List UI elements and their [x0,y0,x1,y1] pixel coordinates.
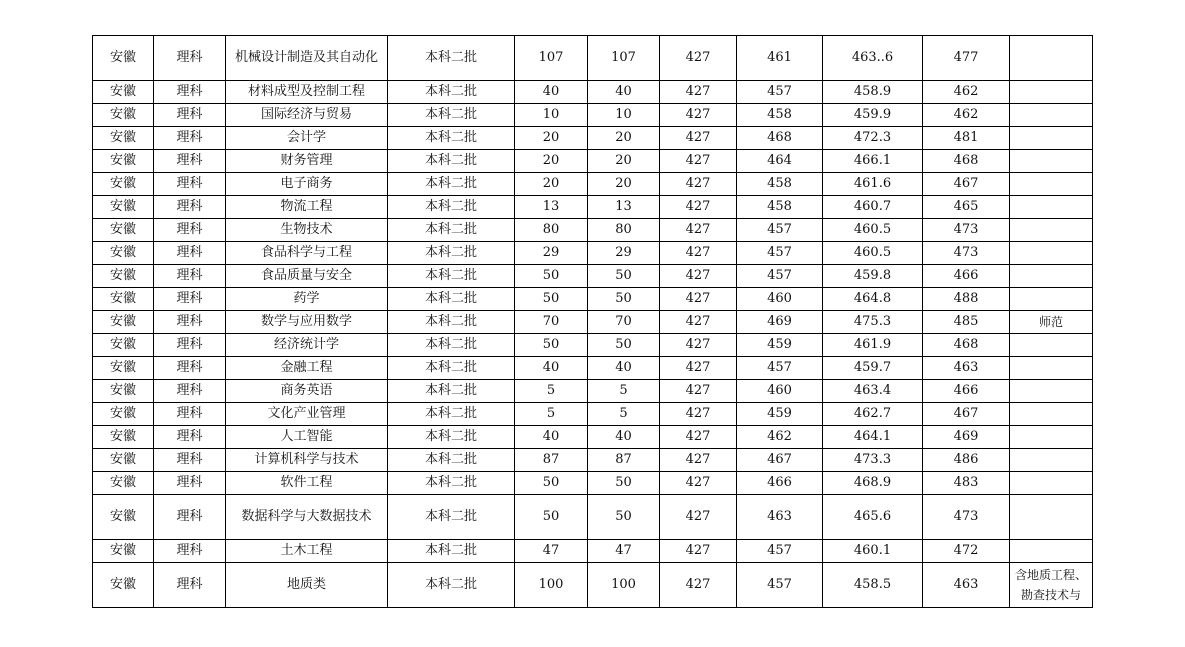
cell-category: 理科 [154,403,226,426]
cell-min-score: 457 [737,540,823,563]
cell-batch: 本科二批 [388,196,515,219]
cell-min-score: 458 [737,196,823,219]
cell-admitted: 50 [588,334,660,357]
cell-batch: 本科二批 [388,472,515,495]
cell-admitted: 50 [588,265,660,288]
cell-category: 理科 [154,540,226,563]
cell-control-line: 427 [660,472,737,495]
cell-category: 理科 [154,219,226,242]
cell-min-score: 459 [737,334,823,357]
cell-note [1010,426,1093,449]
cell-min-score: 466 [737,472,823,495]
cell-control-line: 427 [660,449,737,472]
cell-category: 理科 [154,173,226,196]
cell-admitted: 50 [588,472,660,495]
cell-control-line: 427 [660,540,737,563]
cell-max-score: 465 [923,196,1010,219]
cell-province: 安徽 [93,242,154,265]
cell-admitted: 5 [588,403,660,426]
cell-max-score: 477 [923,36,1010,81]
cell-avg-score: 461.6 [823,173,923,196]
cell-batch: 本科二批 [388,242,515,265]
cell-avg-score: 463.4 [823,380,923,403]
cell-plan: 50 [515,472,588,495]
cell-major: 软件工程 [226,472,388,495]
cell-batch: 本科二批 [388,104,515,127]
cell-batch: 本科二批 [388,334,515,357]
cell-batch: 本科二批 [388,540,515,563]
table-row [93,311,1093,334]
cell-category: 理科 [154,334,226,357]
cell-max-score: 473 [923,219,1010,242]
cell-batch: 本科二批 [388,563,515,608]
cell-avg-score: 475.3 [823,311,923,334]
cell-note [1010,36,1093,81]
cell-category: 理科 [154,242,226,265]
cell-max-score: 473 [923,495,1010,540]
cell-min-score: 463 [737,495,823,540]
cell-major: 数据科学与大数据技术 [226,495,388,540]
cell-plan: 50 [515,495,588,540]
cell-batch: 本科二批 [388,311,515,334]
cell-avg-score: 458.5 [823,563,923,608]
cell-batch: 本科二批 [388,288,515,311]
cell-avg-score: 463..6 [823,36,923,81]
cell-major: 会计学 [226,127,388,150]
cell-min-score: 459 [737,403,823,426]
cell-control-line: 427 [660,127,737,150]
cell-avg-score: 460.5 [823,219,923,242]
cell-major: 文化产业管理 [226,403,388,426]
cell-avg-score: 466.1 [823,150,923,173]
cell-min-score: 461 [737,36,823,81]
cell-control-line: 427 [660,173,737,196]
cell-province: 安徽 [93,426,154,449]
admission-scores-table [92,35,1093,608]
table-row [93,242,1093,265]
cell-major: 人工智能 [226,426,388,449]
cell-admitted: 70 [588,311,660,334]
cell-major: 食品质量与安全 [226,265,388,288]
cell-batch: 本科二批 [388,173,515,196]
cell-plan: 13 [515,196,588,219]
cell-min-score: 460 [737,288,823,311]
cell-category: 理科 [154,380,226,403]
cell-category: 理科 [154,104,226,127]
cell-admitted: 10 [588,104,660,127]
cell-admitted: 107 [588,36,660,81]
cell-min-score: 457 [737,265,823,288]
table-row [93,449,1093,472]
cell-max-score: 473 [923,242,1010,265]
cell-major: 金融工程 [226,357,388,380]
cell-max-score: 466 [923,265,1010,288]
cell-avg-score: 459.7 [823,357,923,380]
cell-avg-score: 473.3 [823,449,923,472]
cell-min-score: 468 [737,127,823,150]
cell-major: 生物技术 [226,219,388,242]
cell-plan: 20 [515,150,588,173]
cell-control-line: 427 [660,104,737,127]
cell-note [1010,150,1093,173]
cell-admitted: 20 [588,150,660,173]
cell-max-score: 466 [923,380,1010,403]
cell-batch: 本科二批 [388,150,515,173]
cell-max-score: 467 [923,173,1010,196]
cell-plan: 29 [515,242,588,265]
cell-plan: 70 [515,311,588,334]
cell-plan: 100 [515,563,588,608]
cell-control-line: 427 [660,219,737,242]
cell-province: 安徽 [93,563,154,608]
table-row [93,219,1093,242]
cell-batch: 本科二批 [388,81,515,104]
cell-category: 理科 [154,563,226,608]
cell-control-line: 427 [660,380,737,403]
cell-note [1010,380,1093,403]
table-row [93,403,1093,426]
cell-avg-score: 460.1 [823,540,923,563]
cell-plan: 20 [515,173,588,196]
cell-admitted: 80 [588,219,660,242]
table-row [93,196,1093,219]
cell-control-line: 427 [660,36,737,81]
cell-note [1010,104,1093,127]
cell-major: 计算机科学与技术 [226,449,388,472]
cell-admitted: 50 [588,495,660,540]
cell-plan: 87 [515,449,588,472]
cell-note [1010,265,1093,288]
cell-max-score: 481 [923,127,1010,150]
table-row [93,472,1093,495]
cell-province: 安徽 [93,196,154,219]
cell-avg-score: 458.9 [823,81,923,104]
table-row [93,173,1093,196]
cell-category: 理科 [154,472,226,495]
cell-province: 安徽 [93,104,154,127]
cell-plan: 50 [515,288,588,311]
cell-avg-score: 462.7 [823,403,923,426]
cell-avg-score: 465.6 [823,495,923,540]
cell-note [1010,288,1093,311]
table-row [93,380,1093,403]
cell-major: 材料成型及控制工程 [226,81,388,104]
cell-province: 安徽 [93,472,154,495]
cell-plan: 5 [515,403,588,426]
cell-control-line: 427 [660,357,737,380]
cell-avg-score: 472.3 [823,127,923,150]
cell-min-score: 462 [737,426,823,449]
cell-max-score: 488 [923,288,1010,311]
cell-max-score: 472 [923,540,1010,563]
cell-max-score: 486 [923,449,1010,472]
cell-control-line: 427 [660,288,737,311]
cell-max-score: 462 [923,104,1010,127]
cell-admitted: 100 [588,563,660,608]
cell-admitted: 29 [588,242,660,265]
cell-plan: 10 [515,104,588,127]
table-row [93,563,1093,608]
cell-major: 物流工程 [226,196,388,219]
cell-province: 安徽 [93,380,154,403]
cell-province: 安徽 [93,127,154,150]
cell-avg-score: 464.1 [823,426,923,449]
cell-admitted: 87 [588,449,660,472]
cell-major: 药学 [226,288,388,311]
cell-note [1010,449,1093,472]
cell-note [1010,540,1093,563]
cell-plan: 20 [515,127,588,150]
cell-control-line: 427 [660,265,737,288]
cell-category: 理科 [154,288,226,311]
cell-max-score: 467 [923,403,1010,426]
cell-major: 机械设计制造及其自动化 [226,36,388,81]
cell-plan: 107 [515,36,588,81]
cell-note [1010,219,1093,242]
cell-max-score: 485 [923,311,1010,334]
cell-note [1010,357,1093,380]
cell-control-line: 427 [660,403,737,426]
cell-note [1010,334,1093,357]
cell-plan: 50 [515,334,588,357]
cell-admitted: 40 [588,81,660,104]
cell-admitted: 13 [588,196,660,219]
table-row [93,127,1093,150]
cell-max-score: 462 [923,81,1010,104]
cell-plan: 80 [515,219,588,242]
cell-major: 电子商务 [226,173,388,196]
cell-category: 理科 [154,311,226,334]
cell-min-score: 467 [737,449,823,472]
cell-batch: 本科二批 [388,426,515,449]
cell-note: 含地质工程、勘查技术与 [1010,563,1093,608]
cell-note [1010,127,1093,150]
cell-category: 理科 [154,449,226,472]
cell-category: 理科 [154,495,226,540]
cell-category: 理科 [154,150,226,173]
cell-province: 安徽 [93,311,154,334]
cell-major: 国际经济与贸易 [226,104,388,127]
cell-batch: 本科二批 [388,380,515,403]
cell-plan: 40 [515,81,588,104]
cell-control-line: 427 [660,81,737,104]
cell-min-score: 457 [737,563,823,608]
cell-avg-score: 460.7 [823,196,923,219]
cell-admitted: 5 [588,380,660,403]
cell-admitted: 50 [588,288,660,311]
cell-min-score: 457 [737,219,823,242]
cell-avg-score: 459.8 [823,265,923,288]
table-row [93,150,1093,173]
cell-max-score: 468 [923,334,1010,357]
cell-category: 理科 [154,357,226,380]
table-row [93,36,1093,81]
table-row [93,265,1093,288]
cell-province: 安徽 [93,81,154,104]
cell-province: 安徽 [93,265,154,288]
cell-plan: 40 [515,426,588,449]
cell-plan: 47 [515,540,588,563]
cell-category: 理科 [154,81,226,104]
cell-control-line: 427 [660,196,737,219]
cell-province: 安徽 [93,357,154,380]
cell-batch: 本科二批 [388,36,515,81]
cell-batch: 本科二批 [388,357,515,380]
cell-admitted: 20 [588,127,660,150]
table-row [93,426,1093,449]
cell-admitted: 47 [588,540,660,563]
cell-plan: 50 [515,265,588,288]
cell-batch: 本科二批 [388,265,515,288]
cell-province: 安徽 [93,403,154,426]
cell-control-line: 427 [660,334,737,357]
cell-note [1010,196,1093,219]
cell-control-line: 427 [660,563,737,608]
cell-min-score: 458 [737,173,823,196]
cell-avg-score: 460.5 [823,242,923,265]
cell-control-line: 427 [660,311,737,334]
table-row [93,288,1093,311]
cell-avg-score: 459.9 [823,104,923,127]
cell-note [1010,81,1093,104]
cell-max-score: 483 [923,472,1010,495]
table-row [93,540,1093,563]
cell-province: 安徽 [93,36,154,81]
cell-min-score: 460 [737,380,823,403]
cell-control-line: 427 [660,242,737,265]
cell-min-score: 457 [737,81,823,104]
cell-max-score: 469 [923,426,1010,449]
table-row [93,104,1093,127]
cell-note [1010,495,1093,540]
cell-avg-score: 468.9 [823,472,923,495]
cell-category: 理科 [154,127,226,150]
cell-note [1010,472,1093,495]
cell-province: 安徽 [93,540,154,563]
cell-admitted: 40 [588,426,660,449]
cell-province: 安徽 [93,288,154,311]
cell-category: 理科 [154,36,226,81]
cell-province: 安徽 [93,173,154,196]
cell-admitted: 40 [588,357,660,380]
table-row [93,357,1093,380]
cell-max-score: 463 [923,357,1010,380]
cell-major: 土木工程 [226,540,388,563]
cell-category: 理科 [154,265,226,288]
cell-province: 安徽 [93,150,154,173]
cell-category: 理科 [154,426,226,449]
cell-major: 食品科学与工程 [226,242,388,265]
cell-batch: 本科二批 [388,219,515,242]
cell-max-score: 463 [923,563,1010,608]
cell-province: 安徽 [93,495,154,540]
cell-province: 安徽 [93,449,154,472]
cell-plan: 40 [515,357,588,380]
cell-control-line: 427 [660,426,737,449]
cell-batch: 本科二批 [388,449,515,472]
cell-plan: 5 [515,380,588,403]
cell-control-line: 427 [660,495,737,540]
cell-category: 理科 [154,196,226,219]
cell-control-line: 427 [660,150,737,173]
table-row [93,495,1093,540]
cell-min-score: 464 [737,150,823,173]
cell-major: 数学与应用数学 [226,311,388,334]
cell-province: 安徽 [93,334,154,357]
cell-batch: 本科二批 [388,495,515,540]
cell-avg-score: 461.9 [823,334,923,357]
cell-max-score: 468 [923,150,1010,173]
cell-major: 商务英语 [226,380,388,403]
cell-min-score: 457 [737,357,823,380]
cell-admitted: 20 [588,173,660,196]
cell-note: 师范 [1010,311,1093,334]
cell-major: 经济统计学 [226,334,388,357]
cell-note [1010,242,1093,265]
table-body [93,36,1093,608]
cell-min-score: 469 [737,311,823,334]
cell-avg-score: 464.8 [823,288,923,311]
cell-note [1010,403,1093,426]
cell-batch: 本科二批 [388,403,515,426]
cell-province: 安徽 [93,219,154,242]
table-row [93,334,1093,357]
cell-note [1010,173,1093,196]
cell-batch: 本科二批 [388,127,515,150]
cell-major: 地质类 [226,563,388,608]
cell-min-score: 458 [737,104,823,127]
cell-major: 财务管理 [226,150,388,173]
table-row [93,81,1093,104]
cell-min-score: 457 [737,242,823,265]
